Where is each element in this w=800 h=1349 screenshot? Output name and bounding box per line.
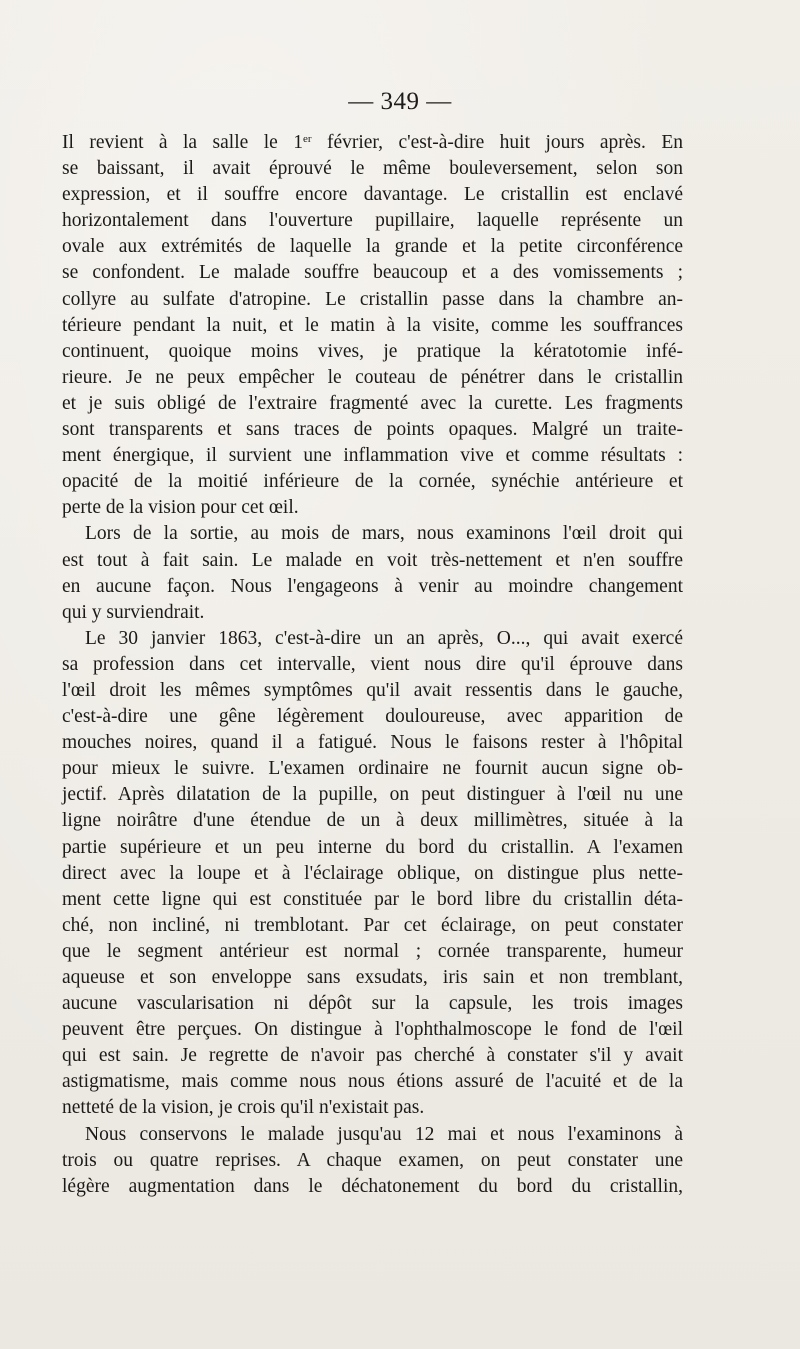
text-line: sa profession dans cet intervalle, vient nous dire qu'il éprouve dans xyxy=(62,653,683,675)
text-line: que le segment antérieur est normal ; cornée transparente, humeur xyxy=(62,940,683,962)
text-line: continuent, quoique moins vives, je pratique la kératotomie infé- xyxy=(62,340,683,362)
text-line: l'œil droit les mêmes symptômes qu'il avait ressentis dans le gauche, xyxy=(62,679,683,701)
ordinal-superscript: er xyxy=(302,133,312,145)
text-line: trois ou quatre reprises. A chaque examen, on peut constater une xyxy=(62,1149,683,1171)
text-line: direct avec la loupe et à l'éclairage oblique, on distingue plus nette- xyxy=(62,862,683,884)
text-line: sont transparents et sans traces de points opaques. Malgré un traite- xyxy=(62,419,683,441)
page-number: — 349 — xyxy=(348,88,452,115)
text-line: Nous conservons le malade jusqu'au 12 mai et nous l'examinons à xyxy=(85,1123,683,1145)
text-line: mouches noires, quand il a fatigué. Nous le faisons rester à l'hôpital xyxy=(62,732,683,754)
text-line: ment énergique, il survient une inflammation vive et comme résultats : xyxy=(62,445,683,467)
text-line: jectif. Après dilatation de la pupille, on peut distinguer à l'œil nu une xyxy=(62,784,683,806)
text-line: se baissant, il avait éprouvé le même bouleversement, selon son xyxy=(62,158,683,180)
text-line: partie supérieure et un peu interne du bord du cristallin. A l'examen xyxy=(62,836,683,858)
text-line: collyre au sulfate d'atropine. Le cristallin passe dans la chambre an- xyxy=(62,288,683,310)
text-line: qui est sain. Je regrette de n'avoir pas cherché à constater s'il y avait xyxy=(62,1045,683,1067)
text-line: expression, et il souffre encore davantage. Le cristallin est enclavé xyxy=(62,184,683,206)
text-line: horizontalement dans l'ouverture pupillaire, laquelle représente un xyxy=(62,210,683,232)
text-line: en aucune façon. Nous l'engageons à venir au moindre changement xyxy=(62,575,683,597)
text-line: ovale aux extrémités de laquelle la grande et la petite circonférence xyxy=(62,236,683,258)
body-text xyxy=(62,130,683,1200)
text-line: se confondent. Le malade souffre beaucoup et a des vomissements ; xyxy=(62,262,683,284)
text-line: aucune vascularisation ni dépôt sur la capsule, les trois images xyxy=(62,993,683,1015)
text-line: Lors de la sortie, au mois de mars, nous examinons l'œil droit qui xyxy=(85,523,683,545)
text-line: ligne noirâtre d'une étendue de un à deux millimètres, située à la xyxy=(62,810,683,832)
text-line: opacité de la moitié inférieure de la cornée, synéchie antérieure et xyxy=(62,471,683,493)
text-line: c'est-à-dire une gêne légèrement douloureuse, avec apparition de xyxy=(62,706,683,728)
text-line: est tout à fait sain. Le malade en voit très-nettement et n'en souffre xyxy=(62,549,683,571)
text-line: aqueuse et son enveloppe sans exsudats, iris sain et non tremblant, xyxy=(62,967,683,988)
text-line: qui y surviendrait. xyxy=(62,601,205,623)
text-line: astigmatisme, mais comme nous nous étions assuré de l'acuité et de la xyxy=(62,1071,683,1093)
text-line: térieure pendant la nuit, et le matin à la visite, comme les souffrances xyxy=(62,314,683,336)
text-line: et je suis obligé de l'extraire fragmenté avec la curette. Les fragments xyxy=(62,392,683,414)
text-line: Le 30 janvier 1863, c'est-à-dire un an après, O..., qui avait exercé xyxy=(85,627,683,649)
text-line: Il revient à la salle le 1er février, c'est-à-dire huit jours après. En xyxy=(62,132,683,153)
text-line: ment cette ligne qui est constituée par le bord libre du cristallin déta- xyxy=(62,888,683,910)
text-line: ché, non incliné, ni tremblotant. Par cet éclairage, on peut constater xyxy=(62,914,683,936)
text-line: pour mieux le suivre. L'examen ordinaire ne fournit aucun signe ob- xyxy=(62,758,683,780)
text-line: peuvent être perçues. On distingue à l'ophthalmoscope le fond de l'œil xyxy=(62,1019,683,1041)
text-line: perte de la vision pour cet œil. xyxy=(62,497,299,519)
text-line: rieure. Je ne peux empêcher le couteau de pénétrer dans le cristallin xyxy=(62,366,683,388)
text-line: netteté de la vision, je crois qu'il n'existait pas. xyxy=(62,1097,425,1119)
text-line: légère augmentation dans le déchatonement du bord du cristallin, xyxy=(62,1175,683,1197)
